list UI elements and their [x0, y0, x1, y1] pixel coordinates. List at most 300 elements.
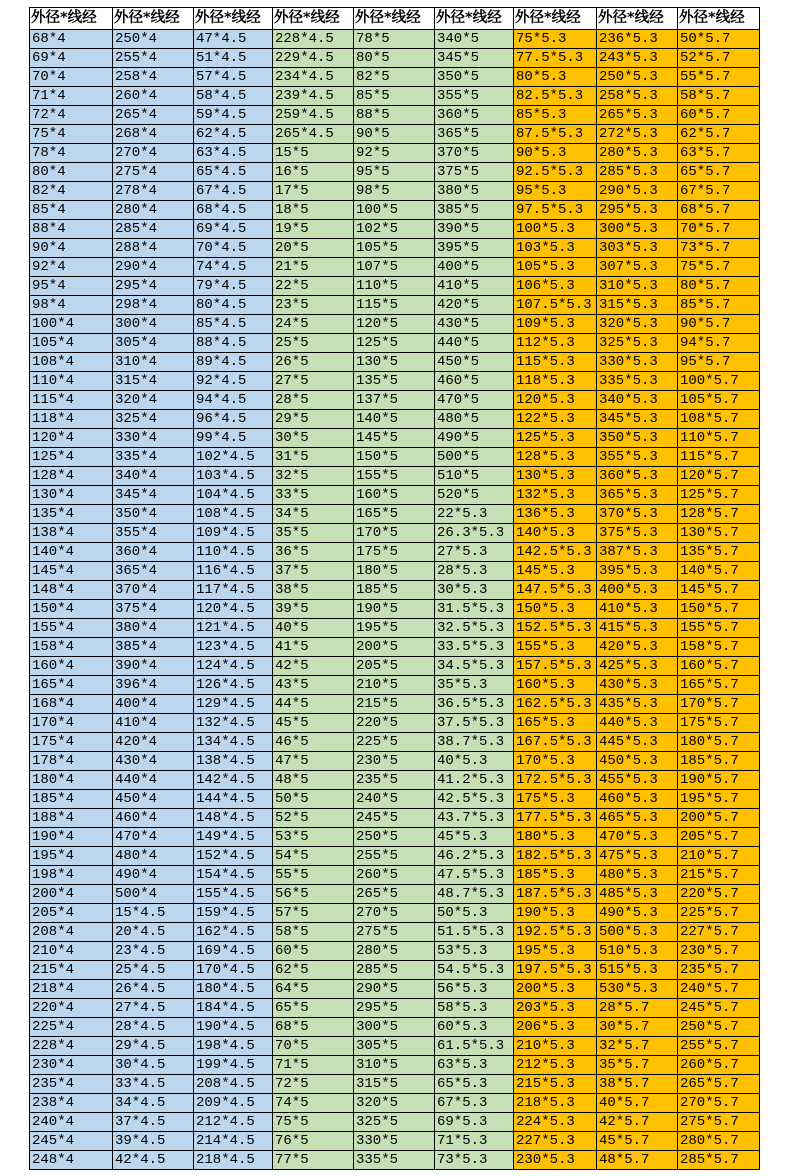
table-cell[interactable]: 450*4: [113, 790, 194, 809]
table-cell[interactable]: 295*5.3: [597, 201, 678, 220]
table-cell[interactable]: 243*5.3: [597, 49, 678, 68]
column-header[interactable]: 外径*线经: [30, 8, 113, 30]
table-cell[interactable]: 79*4.5: [194, 277, 273, 296]
table-cell[interactable]: 300*5.3: [597, 220, 678, 239]
table-cell[interactable]: 218*4.5: [194, 1151, 273, 1170]
column-header[interactable]: 外径*线经: [354, 8, 435, 30]
table-cell[interactable]: 360*4: [113, 543, 194, 562]
table-cell[interactable]: 440*5: [435, 334, 514, 353]
table-cell[interactable]: 159*4.5: [194, 904, 273, 923]
table-cell[interactable]: 123*4.5: [194, 638, 273, 657]
table-cell[interactable]: 52*5.7: [678, 49, 760, 68]
table-cell[interactable]: 19*5: [273, 220, 354, 239]
table-cell[interactable]: 75*5.7: [678, 258, 760, 277]
table-cell[interactable]: 460*5: [435, 372, 514, 391]
table-cell[interactable]: 175*5: [354, 543, 435, 562]
table-cell[interactable]: 85*5: [354, 87, 435, 106]
table-cell[interactable]: 142*4.5: [194, 771, 273, 790]
table-cell[interactable]: 40*5: [273, 619, 354, 638]
table-cell[interactable]: 126*4.5: [194, 676, 273, 695]
table-cell[interactable]: 430*5.3: [597, 676, 678, 695]
table-cell[interactable]: 230*5.3: [514, 1151, 597, 1170]
table-cell[interactable]: 100*5.3: [514, 220, 597, 239]
table-cell[interactable]: 165*4: [30, 676, 113, 695]
table-cell[interactable]: 138*4: [30, 524, 113, 543]
table-cell[interactable]: 215*4: [30, 961, 113, 980]
table-cell[interactable]: 16*5: [273, 163, 354, 182]
table-cell[interactable]: 500*5.3: [597, 923, 678, 942]
table-cell[interactable]: 33.5*5.3: [435, 638, 514, 657]
table-cell[interactable]: 48*5.7: [597, 1151, 678, 1170]
table-cell[interactable]: 100*4: [30, 315, 113, 334]
table-cell[interactable]: 195*5.3: [514, 942, 597, 961]
table-cell[interactable]: 325*5: [354, 1113, 435, 1132]
table-cell[interactable]: 95*4: [30, 277, 113, 296]
table-cell[interactable]: 245*5: [354, 809, 435, 828]
table-cell[interactable]: 68*4: [30, 30, 113, 49]
table-cell[interactable]: 63*4.5: [194, 144, 273, 163]
table-cell[interactable]: 42*5.7: [597, 1113, 678, 1132]
table-cell[interactable]: 38*5.7: [597, 1075, 678, 1094]
table-cell[interactable]: 198*4.5: [194, 1037, 273, 1056]
table-cell[interactable]: 165*5: [354, 505, 435, 524]
table-cell[interactable]: 128*5.7: [678, 505, 760, 524]
table-cell[interactable]: 340*4: [113, 467, 194, 486]
table-cell[interactable]: 144*4.5: [194, 790, 273, 809]
table-cell[interactable]: 288*4: [113, 239, 194, 258]
table-cell[interactable]: 310*4: [113, 353, 194, 372]
table-cell[interactable]: 98*5: [354, 182, 435, 201]
table-cell[interactable]: 212*5.3: [514, 1056, 597, 1075]
table-cell[interactable]: 195*4: [30, 847, 113, 866]
table-cell[interactable]: 145*5.3: [514, 562, 597, 581]
table-cell[interactable]: 33*5: [273, 486, 354, 505]
table-cell[interactable]: 390*5: [435, 220, 514, 239]
table-cell[interactable]: 400*5: [435, 258, 514, 277]
table-cell[interactable]: 227*5.7: [678, 923, 760, 942]
table-cell[interactable]: 265*5: [354, 885, 435, 904]
table-cell[interactable]: 73*5.3: [435, 1151, 514, 1170]
table-cell[interactable]: 74*5: [273, 1094, 354, 1113]
table-cell[interactable]: 387*5.3: [597, 543, 678, 562]
table-cell[interactable]: 97.5*5.3: [514, 201, 597, 220]
column-header[interactable]: 外径*线经: [597, 8, 678, 30]
table-cell[interactable]: 185*5.3: [514, 866, 597, 885]
table-cell[interactable]: 530*5.3: [597, 980, 678, 999]
table-cell[interactable]: 80*5.3: [514, 68, 597, 87]
table-cell[interactable]: 50*5: [273, 790, 354, 809]
table-cell[interactable]: 190*5.7: [678, 771, 760, 790]
table-cell[interactable]: 480*4: [113, 847, 194, 866]
table-cell[interactable]: 70*5.7: [678, 220, 760, 239]
table-cell[interactable]: 25*4.5: [113, 961, 194, 980]
table-cell[interactable]: 385*5: [435, 201, 514, 220]
table-cell[interactable]: 103*4.5: [194, 467, 273, 486]
table-cell[interactable]: 140*5.7: [678, 562, 760, 581]
table-cell[interactable]: 480*5.3: [597, 866, 678, 885]
table-cell[interactable]: 225*4: [30, 1018, 113, 1037]
table-cell[interactable]: 75*4: [30, 125, 113, 144]
table-cell[interactable]: 32*5: [273, 467, 354, 486]
table-cell[interactable]: 400*5.3: [597, 581, 678, 600]
column-header[interactable]: 外径*线经: [194, 8, 273, 30]
table-cell[interactable]: 125*5: [354, 334, 435, 353]
table-cell[interactable]: 370*5: [435, 144, 514, 163]
table-cell[interactable]: 300*5: [354, 1018, 435, 1037]
table-cell[interactable]: 285*4: [113, 220, 194, 239]
table-cell[interactable]: 148*4: [30, 581, 113, 600]
table-cell[interactable]: 355*4: [113, 524, 194, 543]
table-cell[interactable]: 137*5: [354, 391, 435, 410]
table-cell[interactable]: 180*5: [354, 562, 435, 581]
table-cell[interactable]: 235*4: [30, 1075, 113, 1094]
table-cell[interactable]: 58*4.5: [194, 87, 273, 106]
table-cell[interactable]: 330*4: [113, 429, 194, 448]
table-cell[interactable]: 260*5: [354, 866, 435, 885]
table-cell[interactable]: 27*5.3: [435, 543, 514, 562]
column-header[interactable]: 外径*线经: [113, 8, 194, 30]
table-cell[interactable]: 215*5.3: [514, 1075, 597, 1094]
table-cell[interactable]: 365*4: [113, 562, 194, 581]
table-cell[interactable]: 50*5.3: [435, 904, 514, 923]
table-cell[interactable]: 460*5.3: [597, 790, 678, 809]
table-cell[interactable]: 396*4: [113, 676, 194, 695]
table-cell[interactable]: 58*5.7: [678, 87, 760, 106]
table-cell[interactable]: 125*5.3: [514, 429, 597, 448]
table-cell[interactable]: 38*5: [273, 581, 354, 600]
table-cell[interactable]: 107*5: [354, 258, 435, 277]
column-header[interactable]: 外径*线经: [435, 8, 514, 30]
table-cell[interactable]: 190*5.3: [514, 904, 597, 923]
table-cell[interactable]: 162*4.5: [194, 923, 273, 942]
table-cell[interactable]: 76*5: [273, 1132, 354, 1151]
table-cell[interactable]: 108*4: [30, 353, 113, 372]
table-cell[interactable]: 365*5.3: [597, 486, 678, 505]
table-cell[interactable]: 520*5: [435, 486, 514, 505]
table-cell[interactable]: 152*4.5: [194, 847, 273, 866]
table-cell[interactable]: 33*4.5: [113, 1075, 194, 1094]
table-cell[interactable]: 88*5: [354, 106, 435, 125]
table-cell[interactable]: 280*5.7: [678, 1132, 760, 1151]
table-cell[interactable]: 62*5: [273, 961, 354, 980]
table-cell[interactable]: 235*5.7: [678, 961, 760, 980]
table-cell[interactable]: 88*4.5: [194, 334, 273, 353]
table-cell[interactable]: 107.5*5.3: [514, 296, 597, 315]
table-cell[interactable]: 85*4.5: [194, 315, 273, 334]
table-cell[interactable]: 380*4: [113, 619, 194, 638]
table-cell[interactable]: 25*5: [273, 334, 354, 353]
table-cell[interactable]: 94*4.5: [194, 391, 273, 410]
table-cell[interactable]: 82*4: [30, 182, 113, 201]
table-cell[interactable]: 162.5*5.3: [514, 695, 597, 714]
table-cell[interactable]: 55*5: [273, 866, 354, 885]
table-cell[interactable]: 155*5.7: [678, 619, 760, 638]
table-cell[interactable]: 120*5.3: [514, 391, 597, 410]
table-cell[interactable]: 248*4: [30, 1151, 113, 1170]
table-cell[interactable]: 340*5.3: [597, 391, 678, 410]
table-cell[interactable]: 110*4.5: [194, 543, 273, 562]
table-cell[interactable]: 45*5: [273, 714, 354, 733]
table-cell[interactable]: 199*4.5: [194, 1056, 273, 1075]
table-cell[interactable]: 125*5.7: [678, 486, 760, 505]
table-cell[interactable]: 64*5: [273, 980, 354, 999]
table-cell[interactable]: 370*5.3: [597, 505, 678, 524]
table-cell[interactable]: 17*5: [273, 182, 354, 201]
table-cell[interactable]: 56*5.3: [435, 980, 514, 999]
table-cell[interactable]: 150*5.7: [678, 600, 760, 619]
table-cell[interactable]: 62*5.7: [678, 125, 760, 144]
table-cell[interactable]: 92*4: [30, 258, 113, 277]
table-cell[interactable]: 80*5: [354, 49, 435, 68]
table-cell[interactable]: 70*4.5: [194, 239, 273, 258]
table-cell[interactable]: 500*4: [113, 885, 194, 904]
table-cell[interactable]: 272*5.3: [597, 125, 678, 144]
table-cell[interactable]: 51.5*5.3: [435, 923, 514, 942]
table-cell[interactable]: 45*5.7: [597, 1132, 678, 1151]
table-cell[interactable]: 225*5: [354, 733, 435, 752]
table-cell[interactable]: 96*4.5: [194, 410, 273, 429]
table-cell[interactable]: 28*5.3: [435, 562, 514, 581]
table-cell[interactable]: 268*4: [113, 125, 194, 144]
table-cell[interactable]: 109*5.3: [514, 315, 597, 334]
table-cell[interactable]: 44*5: [273, 695, 354, 714]
table-cell[interactable]: 410*5.3: [597, 600, 678, 619]
table-cell[interactable]: 185*4: [30, 790, 113, 809]
table-cell[interactable]: 203*5.3: [514, 999, 597, 1018]
table-cell[interactable]: 135*5: [354, 372, 435, 391]
table-cell[interactable]: 410*4: [113, 714, 194, 733]
table-cell[interactable]: 90*5: [354, 125, 435, 144]
table-cell[interactable]: 74*4.5: [194, 258, 273, 277]
table-cell[interactable]: 155*4: [30, 619, 113, 638]
table-cell[interactable]: 395*5.3: [597, 562, 678, 581]
table-cell[interactable]: 103*5.3: [514, 239, 597, 258]
table-cell[interactable]: 192.5*5.3: [514, 923, 597, 942]
table-cell[interactable]: 228*4: [30, 1037, 113, 1056]
table-cell[interactable]: 208*4.5: [194, 1075, 273, 1094]
table-cell[interactable]: 77*5: [273, 1151, 354, 1170]
table-cell[interactable]: 355*5.3: [597, 448, 678, 467]
table-cell[interactable]: 39*4.5: [113, 1132, 194, 1151]
table-cell[interactable]: 195*5.7: [678, 790, 760, 809]
table-cell[interactable]: 130*5: [354, 353, 435, 372]
table-cell[interactable]: 69*5.3: [435, 1113, 514, 1132]
table-cell[interactable]: 315*4: [113, 372, 194, 391]
table-cell[interactable]: 30*5: [273, 429, 354, 448]
table-cell[interactable]: 38.7*5.3: [435, 733, 514, 752]
table-cell[interactable]: 102*5: [354, 220, 435, 239]
table-cell[interactable]: 22*5: [273, 277, 354, 296]
table-cell[interactable]: 198*4: [30, 866, 113, 885]
table-cell[interactable]: 135*5.7: [678, 543, 760, 562]
table-cell[interactable]: 120*4.5: [194, 600, 273, 619]
table-cell[interactable]: 445*5.3: [597, 733, 678, 752]
table-cell[interactable]: 230*5: [354, 752, 435, 771]
table-cell[interactable]: 218*4: [30, 980, 113, 999]
table-cell[interactable]: 240*5.7: [678, 980, 760, 999]
table-cell[interactable]: 85*4: [30, 201, 113, 220]
table-cell[interactable]: 400*4: [113, 695, 194, 714]
table-cell[interactable]: 305*5: [354, 1037, 435, 1056]
table-cell[interactable]: 63*5.7: [678, 144, 760, 163]
table-cell[interactable]: 95*5: [354, 163, 435, 182]
table-cell[interactable]: 20*4.5: [113, 923, 194, 942]
table-cell[interactable]: 175*4: [30, 733, 113, 752]
table-cell[interactable]: 41*5: [273, 638, 354, 657]
table-cell[interactable]: 205*4: [30, 904, 113, 923]
table-cell[interactable]: 70*4: [30, 68, 113, 87]
table-cell[interactable]: 21*5: [273, 258, 354, 277]
table-cell[interactable]: 450*5: [435, 353, 514, 372]
table-cell[interactable]: 132*5.3: [514, 486, 597, 505]
table-cell[interactable]: 430*4: [113, 752, 194, 771]
table-cell[interactable]: 360*5.3: [597, 467, 678, 486]
table-cell[interactable]: 48.7*5.3: [435, 885, 514, 904]
table-cell[interactable]: 145*5: [354, 429, 435, 448]
table-cell[interactable]: 320*5: [354, 1094, 435, 1113]
table-cell[interactable]: 18*5: [273, 201, 354, 220]
table-cell[interactable]: 65*5.7: [678, 163, 760, 182]
table-cell[interactable]: 345*5.3: [597, 410, 678, 429]
table-cell[interactable]: 47.5*5.3: [435, 866, 514, 885]
table-cell[interactable]: 26*5: [273, 353, 354, 372]
table-cell[interactable]: 236*5.3: [597, 30, 678, 49]
table-cell[interactable]: 27*4.5: [113, 999, 194, 1018]
table-cell[interactable]: 182.5*5.3: [514, 847, 597, 866]
table-cell[interactable]: 285*5: [354, 961, 435, 980]
table-cell[interactable]: 29*4.5: [113, 1037, 194, 1056]
table-cell[interactable]: 250*5.3: [597, 68, 678, 87]
table-cell[interactable]: 130*5.3: [514, 467, 597, 486]
table-cell[interactable]: 47*5: [273, 752, 354, 771]
table-cell[interactable]: 175*5.3: [514, 790, 597, 809]
table-cell[interactable]: 90*5.3: [514, 144, 597, 163]
table-cell[interactable]: 210*5.3: [514, 1037, 597, 1056]
table-cell[interactable]: 197.5*5.3: [514, 961, 597, 980]
table-cell[interactable]: 395*5: [435, 239, 514, 258]
column-header[interactable]: 外径*线经: [273, 8, 354, 30]
table-cell[interactable]: 37*4.5: [113, 1113, 194, 1132]
table-cell[interactable]: 48*5: [273, 771, 354, 790]
table-cell[interactable]: 138*4.5: [194, 752, 273, 771]
table-cell[interactable]: 170*4.5: [194, 961, 273, 980]
table-cell[interactable]: 187.5*5.3: [514, 885, 597, 904]
table-cell[interactable]: 50*5.7: [678, 30, 760, 49]
table-cell[interactable]: 245*4: [30, 1132, 113, 1151]
table-cell[interactable]: 490*5.3: [597, 904, 678, 923]
table-cell[interactable]: 235*5: [354, 771, 435, 790]
table-cell[interactable]: 80*4.5: [194, 296, 273, 315]
table-cell[interactable]: 105*4: [30, 334, 113, 353]
table-cell[interactable]: 78*4: [30, 144, 113, 163]
table-cell[interactable]: 73*5.7: [678, 239, 760, 258]
table-cell[interactable]: 45*5.3: [435, 828, 514, 847]
table-cell[interactable]: 177.5*5.3: [514, 809, 597, 828]
table-cell[interactable]: 224*5.3: [514, 1113, 597, 1132]
table-cell[interactable]: 29*5: [273, 410, 354, 429]
table-cell[interactable]: 510*5.3: [597, 942, 678, 961]
table-cell[interactable]: 170*5.3: [514, 752, 597, 771]
table-cell[interactable]: 40*5.7: [597, 1094, 678, 1113]
table-cell[interactable]: 227*5.3: [514, 1132, 597, 1151]
table-cell[interactable]: 77.5*5.3: [514, 49, 597, 68]
table-cell[interactable]: 167.5*5.3: [514, 733, 597, 752]
table-cell[interactable]: 28*5: [273, 391, 354, 410]
table-cell[interactable]: 71*5.3: [435, 1132, 514, 1151]
table-cell[interactable]: 270*5: [354, 904, 435, 923]
table-cell[interactable]: 270*4: [113, 144, 194, 163]
table-cell[interactable]: 307*5.3: [597, 258, 678, 277]
table-cell[interactable]: 55*5.7: [678, 68, 760, 87]
table-cell[interactable]: 209*4.5: [194, 1094, 273, 1113]
table-cell[interactable]: 120*5: [354, 315, 435, 334]
table-cell[interactable]: 36.5*5.3: [435, 695, 514, 714]
table-cell[interactable]: 117*4.5: [194, 581, 273, 600]
table-cell[interactable]: 470*5.3: [597, 828, 678, 847]
table-cell[interactable]: 62*4.5: [194, 125, 273, 144]
table-cell[interactable]: 60*5.7: [678, 106, 760, 125]
table-cell[interactable]: 27*5: [273, 372, 354, 391]
table-cell[interactable]: 37.5*5.3: [435, 714, 514, 733]
table-cell[interactable]: 210*4: [30, 942, 113, 961]
table-cell[interactable]: 108*5.7: [678, 410, 760, 429]
table-cell[interactable]: 105*5: [354, 239, 435, 258]
table-cell[interactable]: 410*5: [435, 277, 514, 296]
table-cell[interactable]: 180*5.3: [514, 828, 597, 847]
table-cell[interactable]: 220*4: [30, 999, 113, 1018]
table-cell[interactable]: 185*5: [354, 581, 435, 600]
table-cell[interactable]: 51*4.5: [194, 49, 273, 68]
table-cell[interactable]: 275*4: [113, 163, 194, 182]
table-cell[interactable]: 128*4: [30, 467, 113, 486]
table-cell[interactable]: 205*5: [354, 657, 435, 676]
table-cell[interactable]: 68*5.7: [678, 201, 760, 220]
table-cell[interactable]: 465*5.3: [597, 809, 678, 828]
table-cell[interactable]: 240*5: [354, 790, 435, 809]
table-cell[interactable]: 375*5: [435, 163, 514, 182]
table-cell[interactable]: 130*5.7: [678, 524, 760, 543]
table-cell[interactable]: 89*4.5: [194, 353, 273, 372]
table-cell[interactable]: 350*5: [435, 68, 514, 87]
table-cell[interactable]: 71*5: [273, 1056, 354, 1075]
table-cell[interactable]: 290*4: [113, 258, 194, 277]
table-cell[interactable]: 298*4: [113, 296, 194, 315]
table-cell[interactable]: 160*5: [354, 486, 435, 505]
table-cell[interactable]: 280*4: [113, 201, 194, 220]
table-cell[interactable]: 150*5.3: [514, 600, 597, 619]
table-cell[interactable]: 190*4.5: [194, 1018, 273, 1037]
table-cell[interactable]: 80*4: [30, 163, 113, 182]
table-cell[interactable]: 210*5.7: [678, 847, 760, 866]
table-cell[interactable]: 148*4.5: [194, 809, 273, 828]
table-cell[interactable]: 140*5: [354, 410, 435, 429]
table-cell[interactable]: 420*4: [113, 733, 194, 752]
table-cell[interactable]: 140*5.3: [514, 524, 597, 543]
table-cell[interactable]: 41.2*5.3: [435, 771, 514, 790]
table-cell[interactable]: 134*4.5: [194, 733, 273, 752]
table-cell[interactable]: 90*4: [30, 239, 113, 258]
table-cell[interactable]: 485*5.3: [597, 885, 678, 904]
table-cell[interactable]: 42*5: [273, 657, 354, 676]
table-cell[interactable]: 165*5.3: [514, 714, 597, 733]
table-cell[interactable]: 22*5.3: [435, 505, 514, 524]
table-cell[interactable]: 265*4: [113, 106, 194, 125]
table-cell[interactable]: 260*4: [113, 87, 194, 106]
table-cell[interactable]: 69*4: [30, 49, 113, 68]
table-cell[interactable]: 155*4.5: [194, 885, 273, 904]
table-cell[interactable]: 15*4.5: [113, 904, 194, 923]
table-cell[interactable]: 32.5*5.3: [435, 619, 514, 638]
